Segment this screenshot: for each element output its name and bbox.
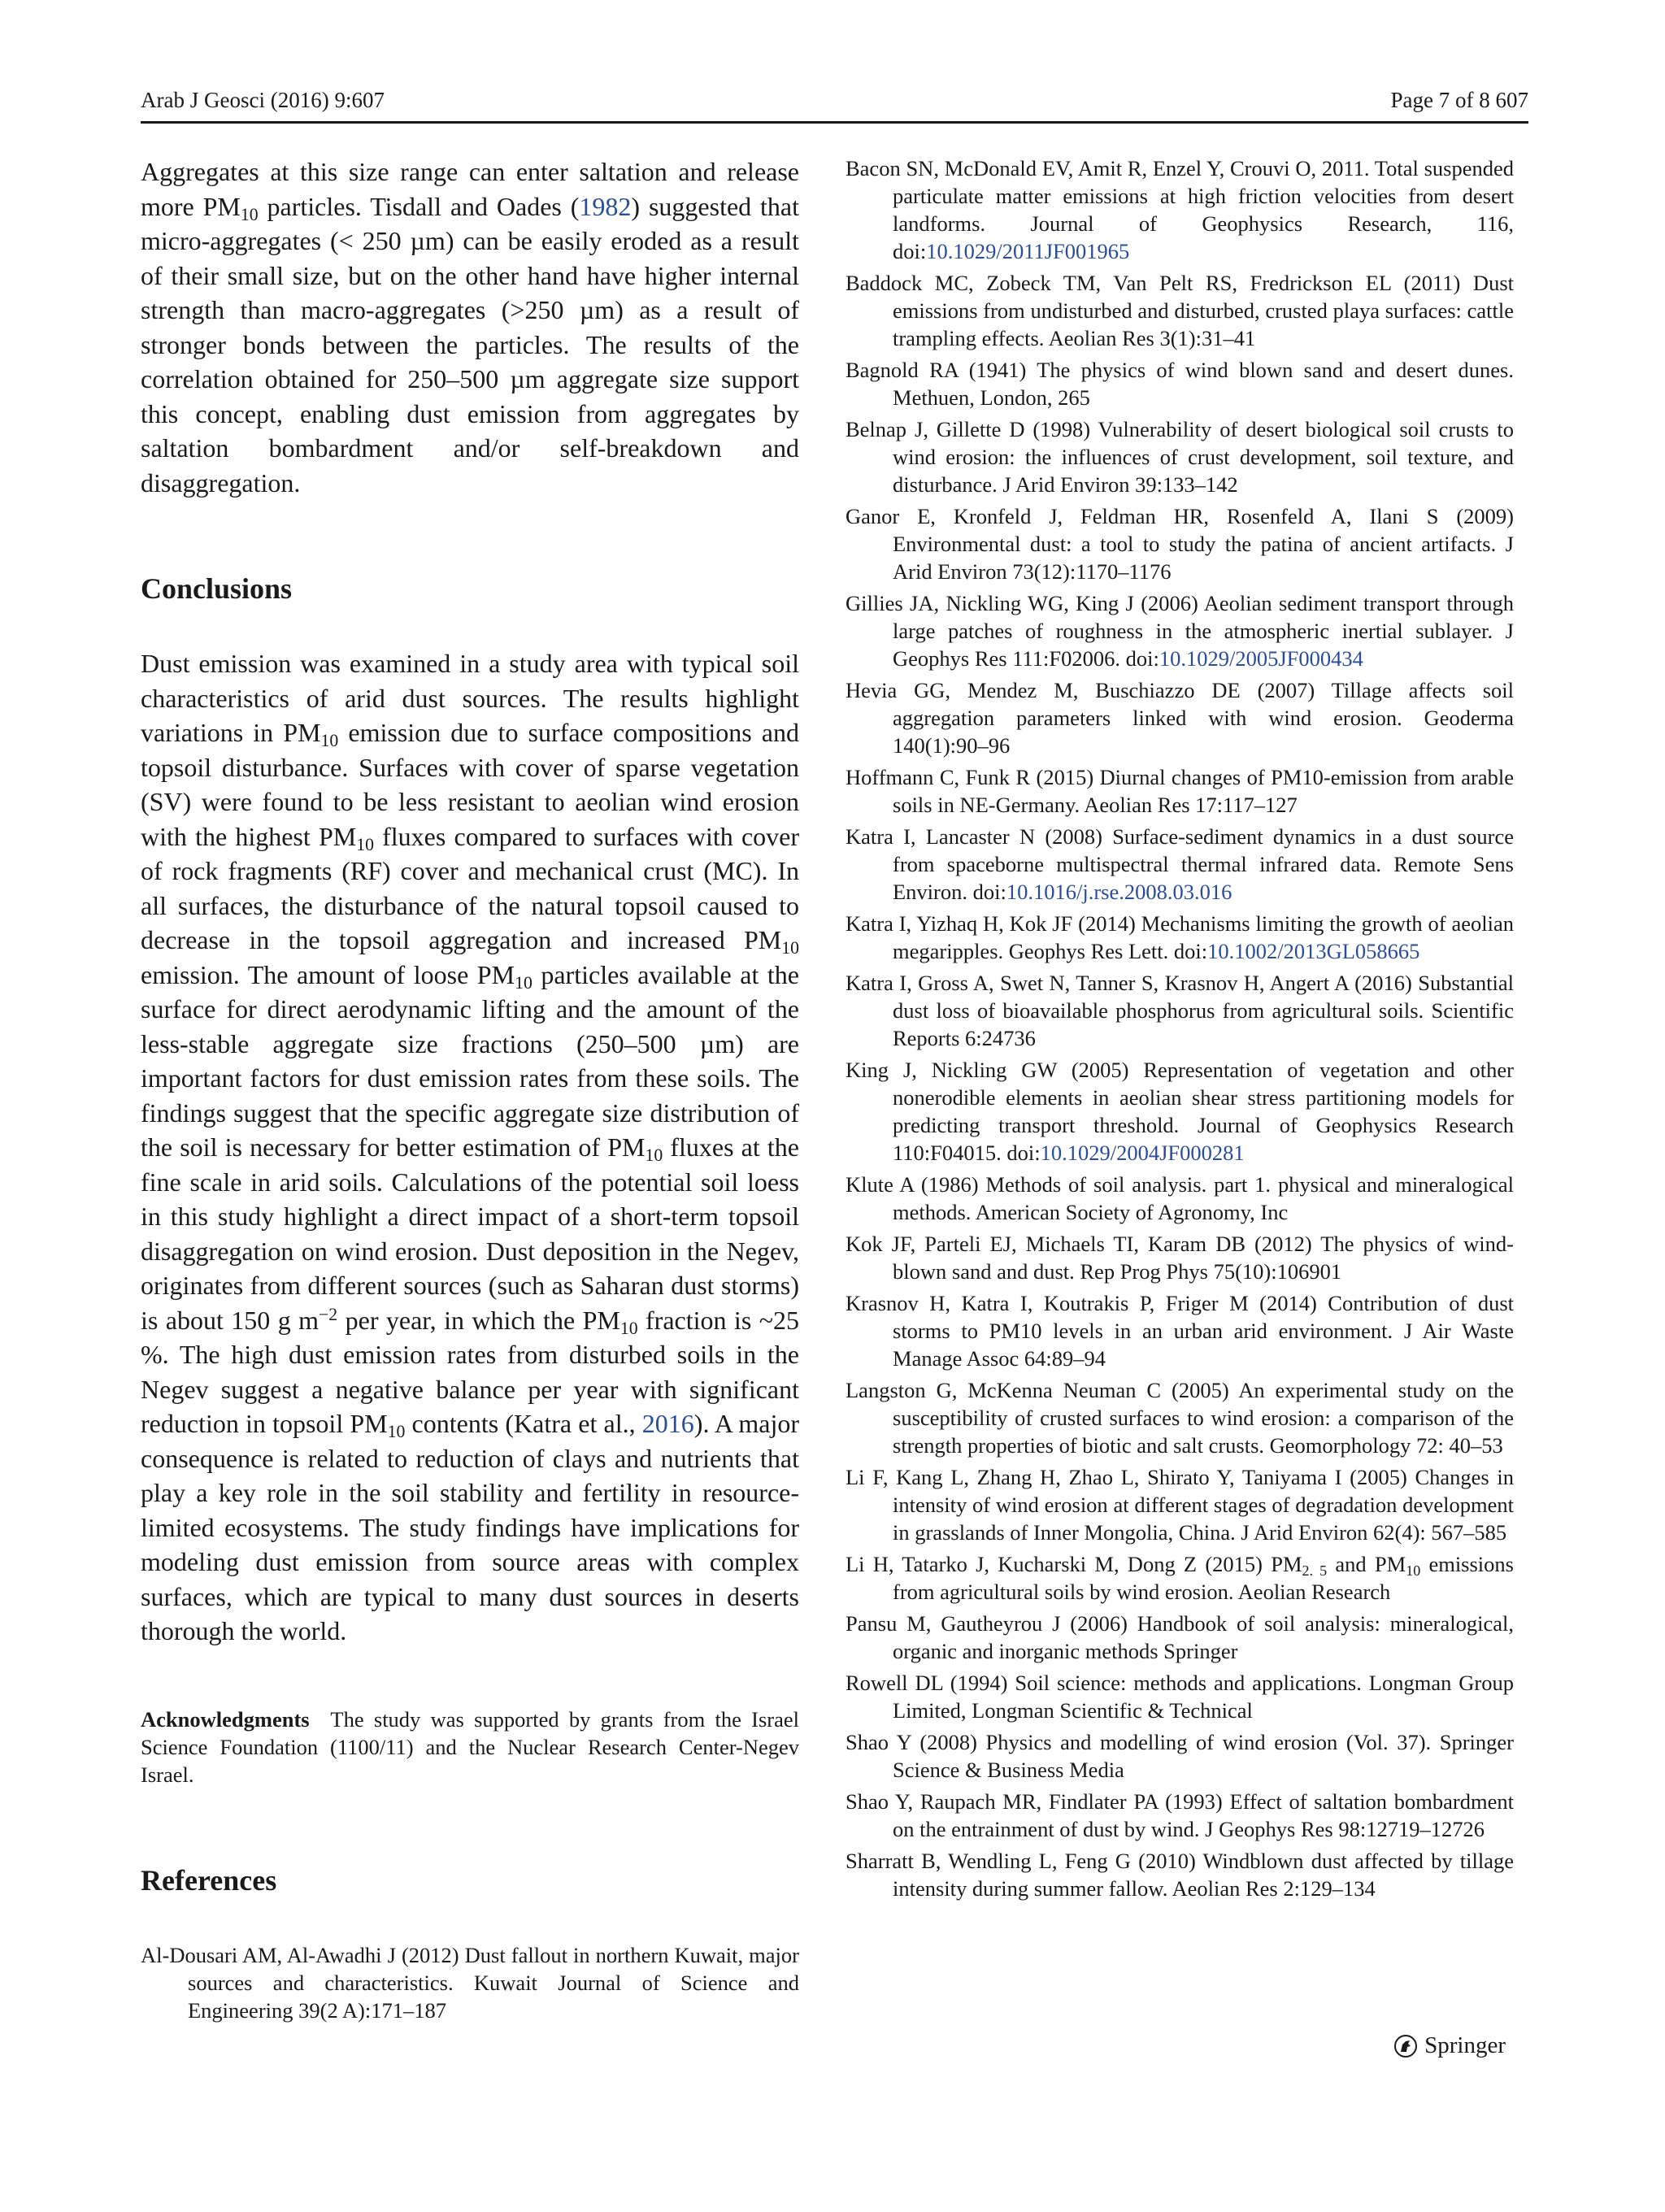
reference-entry — [846, 1610, 1514, 1665]
text-run: Shao Y (2008) Physics and modelling of wind erosion (Vol. 37). Springer Science & Business Media — [846, 1730, 1514, 1782]
citation-link[interactable]: 2016 — [641, 1409, 694, 1438]
reference-list-right — [846, 154, 1514, 1902]
text-run: particles available at the surface for direct aerodynamic lifting and the amount of the less-stable aggregate size fractions (250–500 µm) are important factors for dust emission rates from these soils. The findings suggest that the specific aggregate size distribution of the soil is necessary for better estimation of PM — [141, 959, 800, 1162]
intro-paragraph — [141, 154, 799, 500]
publisher-name: Springer — [1424, 2032, 1506, 2058]
text-run: Belnap J, Gillette D (1998) Vulnerability of desert biological soil crusts to wind erosion: the influences of crust development, soil texture, and disturbance. J Arid Environ 39:133–142 — [846, 417, 1514, 497]
reference-entry — [846, 1788, 1514, 1843]
text-run: emission. The amount of loose PM — [141, 959, 515, 989]
text-run: Li H, Tatarko J, Kucharski M, Dong Z (2015) PM — [846, 1552, 1302, 1576]
text-run: per year, in which the PM — [337, 1305, 620, 1335]
reference-entry — [846, 1171, 1514, 1226]
text-run: Li F, Kang L, Zhang H, Zhao L, Shirato Y, Taniyama I (2005) Changes in intensity of wind erosion at different stages of degradation development in grasslands of Inner Mongolia, China. J Arid Environ 62(4): 567–585 — [846, 1465, 1514, 1545]
subscript: 10 — [240, 204, 259, 224]
reference-entry — [846, 1669, 1514, 1724]
publisher-logo — [1393, 2032, 1506, 2059]
reference-entry — [846, 415, 1514, 498]
reference-entry — [846, 1463, 1514, 1546]
reference-entry — [846, 1289, 1514, 1372]
conclusions-paragraph — [141, 646, 799, 1649]
reference-entry — [846, 356, 1514, 411]
text-run: Krasnov H, Katra I, Koutrakis P, Friger M (2014) Contribution of dust storms to PM10 levels in an urban arid environment. J Air Waste Manage Assoc 64:89–94 — [846, 1291, 1514, 1371]
subscript: 10 — [356, 834, 374, 854]
subscript: 10 — [619, 1318, 638, 1338]
reference-entry — [846, 676, 1514, 759]
text-run: Katra I, Lancaster N (2008) Surface-sediment dynamics in a dust source from spaceborne multispectral thermal infrared data. Remote Sens Environ. doi: — [846, 824, 1514, 904]
acknowledgments — [141, 1706, 799, 1788]
page-number: Page 7 of 8 607 — [1390, 88, 1528, 112]
citation-link[interactable]: 10.1002/2013GL058665 — [1207, 939, 1420, 963]
text-run: Baddock MC, Zobeck TM, Van Pelt RS, Fredrickson EL (2011) Dust emissions from undisturbed and disturbed, crusted playa surfaces: cattle trampling effects. Aeolian Res 3(1):31–41 — [846, 271, 1514, 350]
text-run: Aggregates at this size range can enter saltation and release more PM — [141, 157, 799, 221]
reference-entry — [141, 1941, 799, 2024]
acknowledgments-text: The study was supported by grants from the Israel Science Foundation (1100/11) and the Nuclear Research Center-Negev Israel. — [141, 1706, 799, 1787]
text-run: Dust emission was examined in a study area with typical soil characteristics of arid dust sources. The results highlight variations in PM — [141, 649, 799, 747]
citation-link[interactable]: 1982 — [579, 191, 632, 221]
subscript: 10 — [320, 731, 339, 751]
reference-entry — [846, 1728, 1514, 1784]
reference-entry — [846, 502, 1514, 585]
subscript: 2. 5 — [1302, 1562, 1328, 1580]
text-run: fluxes compared to surfaces with cover of rock fragments (RF) cover and mechanical crust (MC). In all surfaces, the disturbance of the natural topsoil caused to decrease in the topsoil aggregation and increased PM — [141, 821, 799, 954]
reference-entry — [846, 589, 1514, 672]
text-run: Bagnold RA (1941) The physics of wind blown sand and desert dunes. Methuen, London, 265 — [846, 358, 1514, 410]
text-run: Katra I, Yizhaq H, Kok JF (2014) Mechanisms limiting the growth of aeolian megaripples. Geophys Res Lett. doi: — [846, 911, 1514, 963]
text-run: Kok JF, Parteli EJ, Michaels TI, Karam DB (2012) The physics of wind-blown sand and dust. Rep Prog Phys 75(10):106901 — [846, 1232, 1514, 1284]
journal-citation: Arab J Geosci (2016) 9:607 — [141, 88, 385, 112]
springer-horse-icon — [1393, 2034, 1418, 2058]
subscript: 10 — [645, 1145, 663, 1166]
left-column — [141, 154, 799, 2027]
text-run: Gillies JA, Nickling WG, King J (2006) Aeolian sediment transport through large patches of roughness in the atmospheric inertial sublayer. J Geophys Res 111:F02006. doi: — [846, 591, 1514, 671]
references-heading: References — [141, 1863, 277, 1897]
text-run: Hevia GG, Mendez M, Buschiazzo DE (2007) Tillage affects soil aggregation parameters linked with wind erosion. Geoderma 140(1):90–96 — [846, 678, 1514, 758]
text-run: Bacon SN, McDonald EV, Amit R, Enzel Y, Crouvi O, 2011. Total suspended particulate matter emissions at high friction velocities from desert landforms. Journal of Geophysics Research, 116, doi: — [846, 156, 1514, 263]
reference-entry — [846, 1847, 1514, 1902]
text-run: and PM — [1327, 1552, 1406, 1576]
reference-entry — [846, 823, 1514, 906]
text-run: Hoffmann C, Funk R (2015) Diurnal changes of PM10-emission from arable soils in NE-Germany. Aeolian Res 17:117–127 — [846, 765, 1514, 817]
citation-link[interactable]: 10.1016/j.rse.2008.03.016 — [1006, 880, 1232, 904]
text-run: emissions from agricultural soils by wind erosion. Aeolian Research — [893, 1552, 1514, 1604]
reference-entry — [846, 969, 1514, 1052]
text-run: emission due to surface compositions and topsoil disturbance. Surfaces with cover of sparse vegetation (SV) were found to be less resistant to aeolian wind erosion with the highest PM — [141, 718, 800, 851]
reference-entry — [846, 154, 1514, 265]
reference-entry — [846, 910, 1514, 965]
citation-link[interactable]: 10.1029/2004JF000281 — [1040, 1141, 1245, 1165]
text-run: Katra I, Gross A, Swet N, Tanner S, Krasnov H, Angert A (2016) Substantial dust loss of bioavailable phosphorus from agricultural soils. Scientific Reports 6:24736 — [846, 971, 1514, 1050]
text-run: ) suggested that micro-aggregates (< 250 µm) can be easily eroded as a result of their small size, but on the other hand have higher internal strength than macro-aggregates (>250 µm) as a result of stronger bonds between the particles. The results of the correlation obtained for 250–500 µm aggregate size support this concept, enabling dust emission from aggregates by saltation bombardment and/or self-breakdown and disaggregation. — [141, 191, 800, 498]
subscript: 10 — [781, 938, 799, 958]
reference-entry — [846, 269, 1514, 352]
text-run: fluxes at the fine scale in arid soils. Calculations of the potential soil loess in this study highlight a direct impact of a short-term topsoil disaggregation on wind erosion. Dust deposition in the Negev, originates from different sources (such as Saharan dust storms) is about 150 g m — [141, 1132, 800, 1335]
citation-link[interactable]: 10.1029/2005JF000434 — [1159, 646, 1363, 671]
header-rule — [141, 121, 1528, 124]
text-run: Pansu M, Gautheyrou J (2006) Handbook of soil analysis: mineralogical, organic and inorganic methods Springer — [846, 1611, 1514, 1663]
text-run: fraction is ~25 %. The high dust emission rates from disturbed soils in the Negev suggest a negative balance per year with significant reduction in topsoil PM — [141, 1305, 800, 1438]
text-run: Al-Dousari AM, Al-Awadhi J (2012) Dust fallout in northern Kuwait, major sources and characteristics. Kuwait Journal of Science and Engineering 39(2 A):171–187 — [141, 1942, 799, 2023]
text-run: contents (Katra et al., — [405, 1409, 642, 1438]
citation-link[interactable]: 10.1029/2011JF001965 — [926, 239, 1130, 263]
reference-entry — [846, 1550, 1514, 1606]
superscript: −2 — [319, 1304, 338, 1324]
subscript: 10 — [515, 972, 533, 993]
subscript: 10 — [387, 1422, 406, 1442]
text-run: Sharratt B, Wendling L, Feng G (2010) Windblown dust affected by tillage intensity during summer fallow. Aeolian Res 2:129–134 — [846, 1849, 1514, 1901]
subscript: 10 — [1406, 1562, 1421, 1580]
reference-entry — [846, 763, 1514, 819]
text-run: ). A major consequence is related to reduction of clays and nutrients that play a key role in the soil stability and fertility in resource-limited ecosystems. The study findings have implications for modeling dust emission from source areas with complex surfaces, which are typical to many dust sources in deserts thorough the world. — [141, 1409, 799, 1645]
text-run: Klute A (1986) Methods of soil analysis. part 1. physical and mineralogical methods. American Society of Agronomy, Inc — [846, 1172, 1514, 1224]
text-run: Langston G, McKenna Neuman C (2005) An experimental study on the susceptibility of crusted surfaces to wind erosion: a comparison of the strength properties of biotic and salt crusts. Geomorphology 72: 40–53 — [846, 1378, 1514, 1458]
text-run: particles. Tisdall and Oades ( — [258, 191, 580, 221]
reference-entry — [846, 1230, 1514, 1285]
reference-list-left — [141, 1941, 799, 2024]
text-run: King J, Nickling GW (2005) Representation of vegetation and other nonerodible elements in aeolian shear stress partitioning models for predicting transport threshold. Journal of Geophysics Research 110:F04015. doi: — [846, 1058, 1514, 1165]
reference-entry — [846, 1376, 1514, 1459]
text-run: Rowell DL (1994) Soil science: methods and applications. Longman Group Limited, Longman Scientific & Technical — [846, 1671, 1514, 1723]
running-header — [141, 88, 1528, 124]
acknowledgments-label: Acknowledgments — [141, 1706, 310, 1732]
reference-entry — [846, 1056, 1514, 1167]
right-column — [846, 154, 1514, 1906]
text-run: Shao Y, Raupach MR, Findlater PA (1993) Effect of saltation bombardment on the entrainment of dust by wind. J Geophys Res 98:12719–12726 — [846, 1789, 1514, 1841]
conclusions-heading: Conclusions — [141, 572, 293, 605]
text-run: Ganor E, Kronfeld J, Feldman HR, Rosenfeld A, Ilani S (2009) Environmental dust: a tool to study the patina of ancient artifacts. J Arid Environ 73(12):1170–1176 — [846, 504, 1514, 584]
